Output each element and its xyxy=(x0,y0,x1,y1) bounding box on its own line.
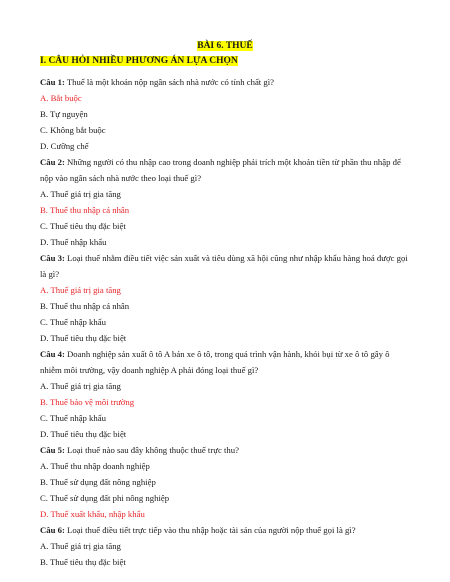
question-text xyxy=(40,250,410,282)
answer-option: D. Cưỡng chế xyxy=(40,141,89,151)
question-text xyxy=(40,442,410,458)
question-label: Câu 6: xyxy=(40,525,65,535)
answer-option: C. Thuế tiêu thụ đặc biệt xyxy=(40,221,126,231)
question-label: Câu 3: xyxy=(40,253,65,263)
answer-option: C. Không bắt buộc xyxy=(40,125,106,135)
question-label: Câu 2: xyxy=(40,157,65,167)
question-list xyxy=(40,74,410,570)
answer-option: A. Thuế thu nhập doanh nghiệp xyxy=(40,461,150,471)
question-text xyxy=(40,346,410,378)
question-block xyxy=(40,74,410,154)
question-text xyxy=(40,154,410,186)
section-title xyxy=(40,55,410,68)
answer-option: B. Thuế sử dụng đất nông nghiệp xyxy=(40,477,156,487)
question-label: Câu 5: xyxy=(40,445,65,455)
document-title-text: BÀI 6. THUẾ xyxy=(197,41,253,51)
answer-option: C. Thuế sử dụng đất phi nông nghiệp xyxy=(40,493,170,503)
answer-option-correct: D. Thuế xuất khẩu, nhập khẩu xyxy=(40,509,145,519)
question-body: Thuế là một khoản nộp ngân sách nhà nước có tính chất gì? xyxy=(66,77,275,87)
question-body: Doanh nghiệp sản xuất ô tô A bán xe ô tô, trong quá trình vận hành, khói bụi từ xe ô tô gây ô nhiễm môi trường, vậy doanh nghiệp A phải đóng loại thuế gì? xyxy=(40,349,390,375)
answer-option: C. Thuế nhập khẩu xyxy=(40,317,106,327)
document-title xyxy=(40,40,410,53)
question-label: Câu 1: xyxy=(40,77,65,87)
question-block xyxy=(40,154,410,250)
question-text xyxy=(40,74,410,90)
answer-option: D. Thuế tiêu thụ đặc biệt xyxy=(40,333,127,343)
question-body: Loại thuế nào sau đây không thuộc thuế trực thu? xyxy=(67,445,239,455)
answer-option: D. Thuế tiêu thụ đặc biệt xyxy=(40,429,127,439)
answer-option: D. Thuế nhập khẩu xyxy=(40,237,107,247)
question-text xyxy=(40,522,410,538)
answer-option-correct: A. Bắt buộc xyxy=(40,93,82,103)
answer-option: C. Thuế nhập khẩu xyxy=(40,413,106,423)
question-block xyxy=(40,346,410,442)
answer-option: A. Thuế giá trị gia tăng xyxy=(40,541,121,551)
section-title-text: I. CÂU HỎI NHIỀU PHƯƠNG ÁN LỰA CHỌN xyxy=(40,56,238,66)
question-body: Loại thuế điều tiết trực tiếp vào thu nhập hoặc tài sản của người nộp thuế gọi là gì? xyxy=(67,525,356,535)
answer-option-correct: B. Thuế thu nhập cá nhân xyxy=(40,205,130,215)
answer-option-correct: A. Thuế giá trị gia tăng xyxy=(40,285,121,295)
answer-option: B. Tự nguyện xyxy=(40,109,88,119)
answer-option-correct: B. Thuế bảo vệ môi trường xyxy=(40,397,135,407)
question-block xyxy=(40,250,410,346)
question-block xyxy=(40,522,410,570)
answer-option: A. Thuế giá trị gia tăng xyxy=(40,189,121,199)
answer-option: B. Thuế thu nhập cá nhân xyxy=(40,301,130,311)
question-body: Loại thuế nhằm điều tiết việc sản xuất và tiêu dùng xã hội cũng như nhập khẩu hàng hoá được gọi là gì? xyxy=(40,253,408,279)
question-label: Câu 4: xyxy=(40,349,65,359)
answer-option: B. Thuế tiêu thụ đặc biệt xyxy=(40,557,126,567)
question-block xyxy=(40,442,410,522)
answer-option: A. Thuế giá trị gia tăng xyxy=(40,381,121,391)
question-body: Những người có thu nhập cao trong doanh nghiệp phải trích một khoản tiền từ phần thu nhập để nộp vào ngân sách nhà nước theo loại thuế gì? xyxy=(40,157,401,183)
